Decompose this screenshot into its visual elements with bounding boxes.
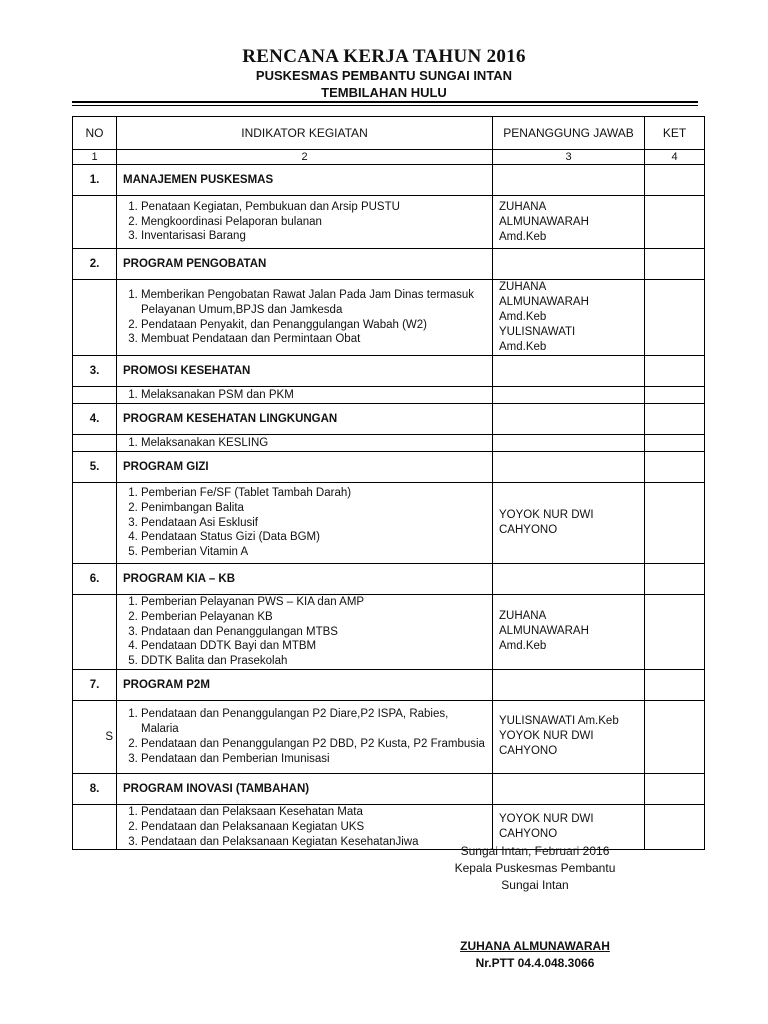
no-detail-cell: [73, 435, 117, 452]
activity-item: 3. Pendataan dan Pelaksanaan Kegiatan KesehatanJiwa: [141, 835, 486, 850]
activity-cell: [117, 387, 493, 404]
no-detail-cell: [73, 196, 117, 249]
activity-list: [123, 388, 486, 403]
activity-cell: [117, 435, 493, 452]
pj-cell: [493, 700, 645, 773]
program-number: 8.: [73, 773, 117, 804]
ket-cell: [645, 196, 705, 249]
program-number: 7.: [73, 669, 117, 700]
no-detail-cell: S: [73, 700, 117, 773]
activity-list: [123, 436, 486, 451]
program-row: [73, 452, 705, 483]
signer-block: [430, 938, 640, 972]
no-detail-cell: [73, 280, 117, 356]
responsible-person-line: ALMUNAWARAH: [499, 625, 589, 638]
signer-nip: Nr.PTT 04.4.048.3066: [475, 956, 595, 970]
responsible-person-line: Amd.Keb: [499, 230, 547, 243]
responsible-person-line: ALMUNAWARAH: [499, 215, 589, 228]
col-number: 1: [73, 150, 117, 165]
activity-cell: [117, 483, 493, 564]
pj-cell: [493, 595, 645, 670]
responsible-person-line: CAHYONO: [499, 828, 558, 841]
ket-cell: [645, 483, 705, 564]
activity-item: 1. Pendataan dan Penanggulangan P2 Diare,P2 ISPA, Rabies, Malaria: [141, 707, 486, 737]
program-row: [73, 564, 705, 595]
header-ket: KET: [645, 117, 705, 150]
activity-item: 3. Inventarisasi Barang: [141, 229, 486, 244]
ket-cell: [645, 249, 705, 280]
ket-cell: [645, 564, 705, 595]
program-name: PROGRAM P2M: [117, 669, 493, 700]
activity-list: [123, 200, 486, 244]
responsible-person-line: YOYOK NUR DWI: [499, 509, 594, 521]
no-detail-cell: [73, 483, 117, 564]
program-number: 6.: [73, 564, 117, 595]
activity-item: 1. Melaksanakan KESLING: [141, 436, 486, 451]
pj-cell: [493, 452, 645, 483]
document-title: RENCANA KERJA TAHUN 2016: [242, 46, 526, 67]
program-name: PROGRAM PENGOBATAN: [117, 249, 493, 280]
activity-row: [73, 483, 705, 564]
program-number: 3.: [73, 356, 117, 387]
pj-cell: [493, 404, 645, 435]
pj-cell: [493, 773, 645, 804]
pj-cell: [493, 564, 645, 595]
responsible-person-line: ZUHANA: [499, 200, 547, 213]
header-no: NO: [73, 117, 117, 150]
signature-block: [430, 843, 640, 894]
header-rule-thin: [72, 105, 698, 106]
program-name: PROGRAM INOVASI (TAMBAHAN): [117, 773, 493, 804]
header-rule-thick: [72, 101, 698, 103]
activity-item: 3. Membuat Pendataan dan Permintaan Obat: [141, 332, 486, 347]
activity-list: [123, 288, 486, 347]
pj-cell: [493, 249, 645, 280]
program-name: PROGRAM KIA – KB: [117, 564, 493, 595]
activity-item: 1. Melaksanakan PSM dan PKM: [141, 388, 486, 403]
activity-item: 2. Pemberian Pelayanan KB: [141, 610, 486, 625]
program-number: 2.: [73, 249, 117, 280]
activity-item: 1. Pemberian Pelayanan PWS – KIA dan AMP: [141, 595, 486, 610]
activity-cell: [117, 595, 493, 670]
responsible-person-line: Amd.Keb: [499, 311, 547, 323]
header-penanggung-jawab: PENANGGUNG JAWAB: [493, 117, 645, 150]
activity-cell: [117, 196, 493, 249]
activity-row: [73, 700, 705, 773]
ket-cell: [645, 700, 705, 773]
responsible-person-line: Amd.Keb: [499, 341, 547, 353]
activity-list: [123, 486, 486, 560]
activity-item: 4. Pendataan Status Gizi (Data BGM): [141, 530, 486, 545]
column-number-row: [73, 150, 705, 165]
col-number: 4: [645, 150, 705, 165]
activity-row: [73, 387, 705, 404]
activity-item: 2. Penimbangan Balita: [141, 501, 486, 516]
pj-cell: [493, 196, 645, 249]
ket-cell: [645, 165, 705, 196]
responsible-person-line: Amd.Keb: [499, 640, 547, 653]
responsible-person-line: ALMUNAWARAH: [499, 296, 589, 308]
activity-cell: [117, 280, 493, 356]
pj-cell: [493, 387, 645, 404]
ket-cell: [645, 669, 705, 700]
pj-cell: [493, 356, 645, 387]
pj-cell: [493, 435, 645, 452]
ket-cell: [645, 280, 705, 356]
signer-name: ZUHANA ALMUNAWARAH: [460, 939, 610, 953]
table-header-row: [73, 117, 705, 150]
responsible-person-line: YULISNAWATI Am.Keb: [499, 715, 619, 728]
pj-cell: [493, 280, 645, 356]
program-number: 4.: [73, 404, 117, 435]
activity-row: [73, 196, 705, 249]
activity-item: 1. Pemberian Fe/SF (Tablet Tambah Darah): [141, 486, 486, 501]
col-number: 2: [117, 150, 493, 165]
activity-item: 3. Pndataan dan Penanggulangan MTBS: [141, 625, 486, 640]
table-body: [73, 165, 705, 850]
activity-item: 1. Memberikan Pengobatan Rawat Jalan Pada Jam Dinas termasuk Pelayanan Umum,BPJS dan Jamkesda: [141, 288, 486, 318]
program-number: 5.: [73, 452, 117, 483]
ket-cell: [645, 452, 705, 483]
activity-item: 2. Pendataan dan Penanggulangan P2 DBD, P2 Kusta, P2 Frambusia: [141, 737, 486, 752]
pj-cell: [493, 483, 645, 564]
activity-item: 2. Mengkoordinasi Pelaporan bulanan: [141, 215, 486, 230]
ket-cell: [645, 773, 705, 804]
pj-cell: [493, 669, 645, 700]
program-row: [73, 773, 705, 804]
responsible-person-line: YOYOK NUR DWI: [499, 813, 594, 826]
ket-cell: [645, 356, 705, 387]
responsible-person-line: ZUHANA: [499, 281, 547, 293]
signer-unit: Sungai Intan: [501, 878, 569, 892]
ket-cell: [645, 804, 705, 849]
program-name: PROGRAM GIZI: [117, 452, 493, 483]
activity-item: 5. DDTK Balita dan Prasekolah: [141, 654, 486, 669]
program-row: [73, 669, 705, 700]
responsible-person-line: CAHYONO: [499, 745, 558, 758]
responsible-person-line: YOYOK NUR DWI: [499, 730, 594, 743]
program-name: PROGRAM KESEHATAN LINGKUNGAN: [117, 404, 493, 435]
no-detail-cell: [73, 804, 117, 849]
activity-item: 3. Pendataan dan Pemberian Imunisasi: [141, 752, 486, 767]
ket-cell: [645, 435, 705, 452]
ket-cell: [645, 387, 705, 404]
header-indikator: INDIKATOR KEGIATAN: [117, 117, 493, 150]
activity-item: 1. Penataan Kegiatan, Pembukuan dan Arsip PUSTU: [141, 200, 486, 215]
program-row: [73, 356, 705, 387]
signer-position: Kepala Puskesmas Pembantu: [454, 861, 616, 875]
work-plan-table: [72, 116, 705, 850]
activity-list: [123, 595, 486, 669]
program-name: MANAJEMEN PUSKESMAS: [117, 165, 493, 196]
activity-item: 1. Pendataan dan Pelaksaan Kesehatan Mata: [141, 805, 486, 820]
responsible-person-line: ZUHANA: [499, 610, 547, 623]
program-name: PROMOSI KESEHATAN: [117, 356, 493, 387]
no-detail-cell: [73, 595, 117, 670]
activity-row: [73, 595, 705, 670]
activity-item: 4. Pendataan DDTK Bayi dan MTBM: [141, 639, 486, 654]
program-number: 1.: [73, 165, 117, 196]
col-number: 3: [493, 150, 645, 165]
activity-item: 2. Pendataan dan Pelaksanaan Kegiatan UKS: [141, 820, 486, 835]
document-location: TEMBILAHAN HULU: [321, 85, 447, 100]
activity-row: [73, 435, 705, 452]
document-subtitle: PUSKESMAS PEMBANTU SUNGAI INTAN: [255, 68, 513, 83]
activity-item: 2. Pendataan Penyakit, dan Penanggulangan Wabah (W2): [141, 318, 486, 333]
ket-cell: [645, 404, 705, 435]
program-row: [73, 404, 705, 435]
activity-list: [123, 707, 486, 766]
activity-item: 5. Pemberian Vitamin A: [141, 545, 486, 560]
ket-cell: [645, 595, 705, 670]
responsible-person-line: CAHYONO: [499, 524, 558, 536]
pj-cell: [493, 165, 645, 196]
no-detail-cell: [73, 387, 117, 404]
activity-cell: [117, 700, 493, 773]
activity-row: [73, 280, 705, 356]
program-row: [73, 165, 705, 196]
responsible-person-line: YULISNAWATI: [499, 326, 576, 338]
program-row: [73, 249, 705, 280]
place-date: Sungai Intan, Februari 2016: [460, 844, 610, 858]
activity-item: 3. Pendataan Asi Esklusif: [141, 516, 486, 531]
